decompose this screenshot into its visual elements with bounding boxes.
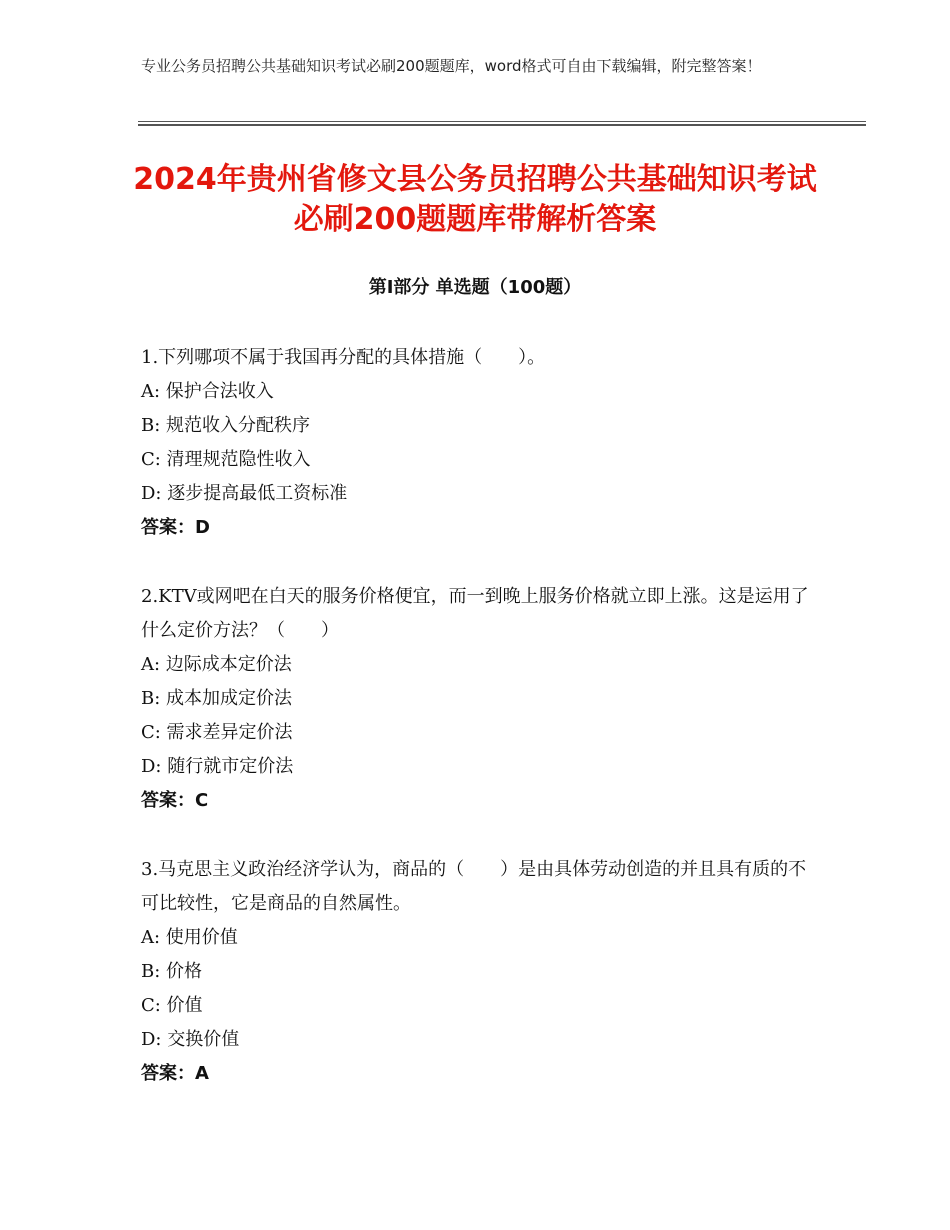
option-d: D: 逐步提高最低工资标准 [141, 483, 348, 504]
option-a: A: 保护合法收入 [141, 381, 274, 402]
question-stem: 3.马克思主义政治经济学认为，商品的（ ）是由具体劳动创造的并且具有质的不可比较性，它是商品的自然属性。 [141, 859, 807, 914]
header-note: 专业公务员招聘公共基础知识考试必刷200题题库，word格式可自由下载编辑，附完整答案！ [141, 57, 762, 75]
option-d: D: 交换价值 [141, 1029, 240, 1050]
section-title: 第Ⅰ部分 单选题（100题） [368, 277, 582, 298]
document-title: 2024年贵州省修文县公务员招聘公共基础知识考试必刷200题题库带解析答案 [133, 162, 817, 237]
option-a: A: 使用价值 [141, 927, 238, 948]
question-1 [141, 341, 811, 545]
question-3 [141, 853, 811, 1091]
header-divider-thin [138, 121, 866, 122]
answer: 答案：C [141, 790, 209, 811]
option-c: C: 价值 [141, 995, 203, 1016]
option-d: D: 随行就市定价法 [141, 756, 294, 777]
question-stem: 1.下列哪项不属于我国再分配的具体措施（ ）。 [141, 347, 546, 368]
header-divider-thick [138, 124, 866, 126]
question-2 [141, 580, 811, 818]
option-c: C: 需求差异定价法 [141, 722, 293, 743]
option-b: B: 规范收入分配秩序 [141, 415, 311, 436]
answer: 答案：A [141, 1063, 209, 1084]
option-b: B: 成本加成定价法 [141, 688, 293, 709]
option-c: C: 清理规范隐性收入 [141, 449, 311, 470]
question-stem: 2.KTV或网吧在白天的服务价格便宜，而一到晚上服务价格就立即上涨。这是运用了什么定价方法？（ ） [141, 586, 809, 641]
option-a: A: 边际成本定价法 [141, 654, 292, 675]
answer: 答案：D [141, 517, 210, 538]
option-b: B: 价格 [141, 961, 203, 982]
